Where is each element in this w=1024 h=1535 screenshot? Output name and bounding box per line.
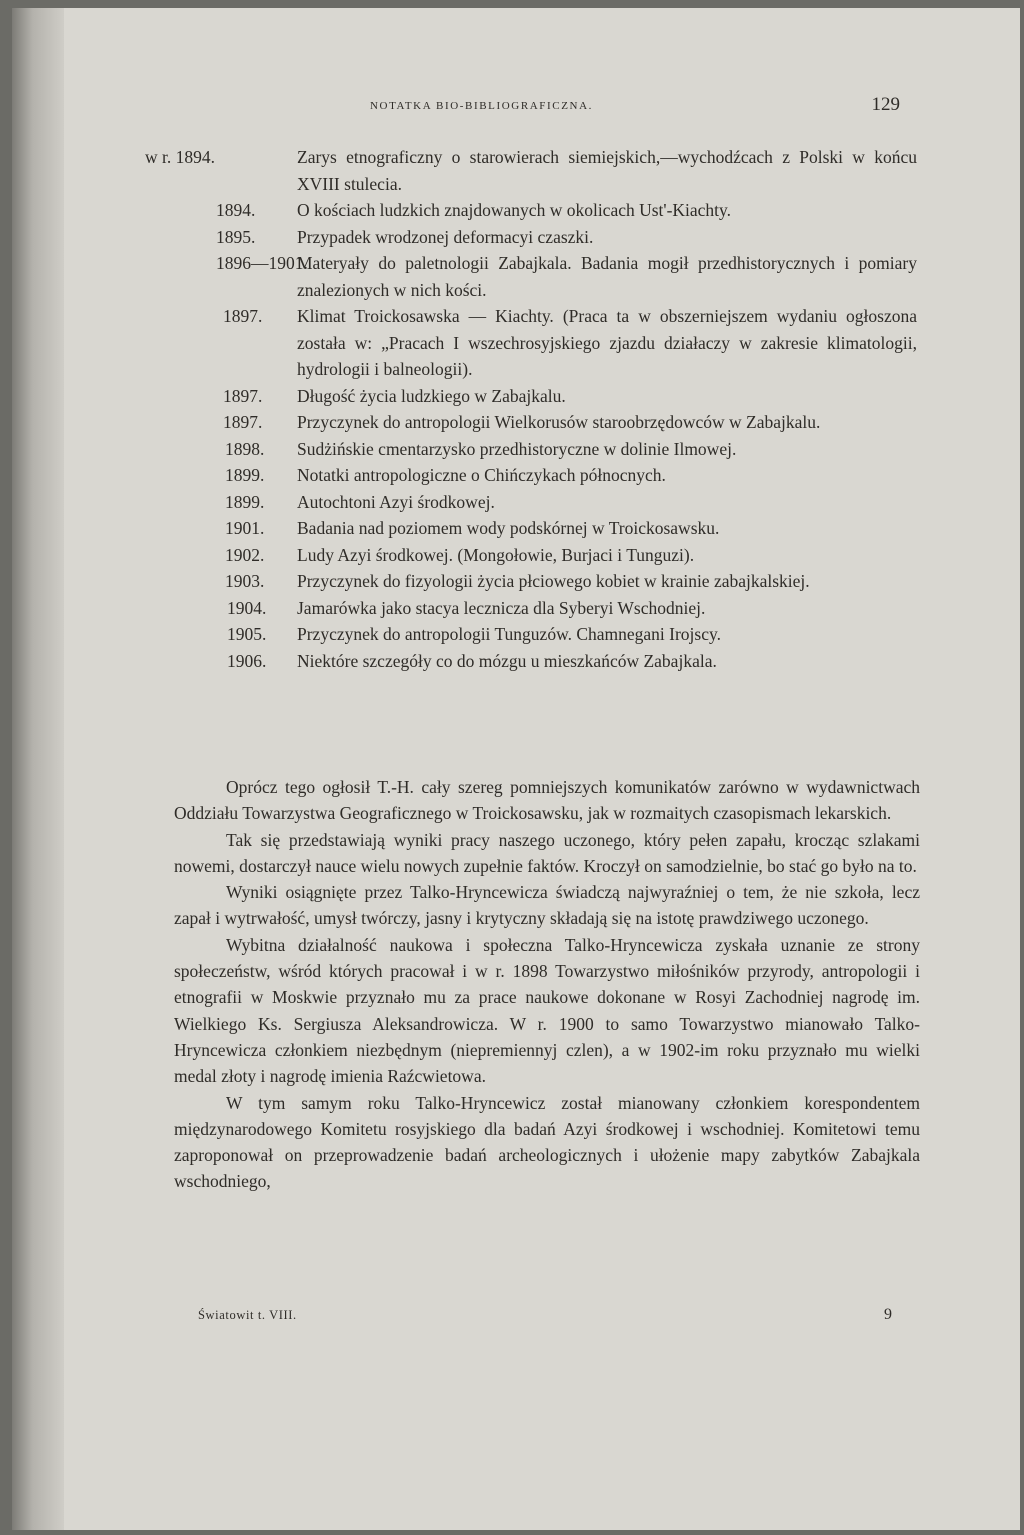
paragraph: Wyniki osiągnięte przez Talko-Hryncewicza świadczą najwyraźniej o tem, że nie szkoła, lecz zapał i wytrwałość, umysł twórczy, jasny i krytyczny składają się na istotę prawdziwego uczonego. bbox=[174, 882, 920, 929]
entry-title: Przyczynek do antropologii Wielkorusów staroobrzędowców w Zabajkalu. bbox=[297, 412, 821, 432]
page-header bbox=[370, 94, 900, 124]
entry-title: Przypadek wrodzonej deformacyi czaszki. bbox=[297, 226, 594, 247]
document-page bbox=[12, 8, 1020, 1530]
entry-title: Długość życia ludzkiego w Zabajkalu. bbox=[297, 385, 566, 406]
entry-year: 1906. bbox=[227, 650, 267, 671]
paragraph: Tak się przedstawiają wyniki pracy naszego uczonego, który pełen zapału, krocząc szlakami nowemi, dostarczył nauce wielu nowych zupełnie faktów. Kroczył on samodzielnie, bo stać go było na to. bbox=[174, 829, 920, 876]
bibliography-entry bbox=[145, 409, 917, 436]
entry-year: 1903. bbox=[225, 571, 265, 591]
entry-year: 1897. bbox=[223, 306, 263, 326]
entry-year: 1904. bbox=[227, 597, 267, 618]
bibliography-entry bbox=[145, 515, 917, 542]
bibliography-list bbox=[145, 144, 917, 674]
bibliography-entry bbox=[145, 648, 917, 675]
entry-year: 1897. bbox=[223, 412, 263, 432]
entry-title: Ludy Azyi środkowej. (Mongołowie, Burjaci i Tunguzi). bbox=[297, 544, 695, 565]
bibliography-entry bbox=[145, 621, 917, 648]
paragraph: Wybitna działalność naukowa i społeczna Talko-Hryncewicza zyskała uznanie ze strony społeczeństw, wśród których pracował i w r. 1898 Towarzystwo miłośników przyrody, antropologii i etnografii w Moskwie przyznało mu za prace naukowe dokonane w Rosyi Zachodniej nagrodę im. Wielkiego Ks. Sergiusza Aleksandrowicza. W r. 1900 to samo Towarzystwo mianowało Talko-Hryncewicza członkiem niezbędnym (niepremiennyj czlen), a w 1902-im roku przyznało mu wielki medal złoty i nagrodę imienia Raźcwietowa. bbox=[174, 934, 920, 1087]
entry-year: 1899. bbox=[225, 465, 265, 485]
entry-year: 1896—1901. bbox=[216, 253, 308, 273]
bibliography-entry bbox=[145, 250, 917, 303]
entry-title: Niektóre szczegóły co do mózgu u mieszkańców Zabajkala. bbox=[297, 650, 717, 671]
page-footer bbox=[198, 1306, 892, 1328]
footer-journal-signature: Światowit t. VIII. bbox=[198, 1308, 297, 1322]
bibliography-entry bbox=[145, 462, 917, 489]
entry-title: Badania nad poziomem wody podskórnej w Troickosawsku. bbox=[297, 518, 720, 538]
bibliography-entry bbox=[145, 383, 917, 410]
footer-sheet-number: 9 bbox=[884, 1306, 892, 1323]
entry-title: Klimat Troickosawska — Kiachty. (Praca ta w obszerniejszem wydaniu ogłoszona została w: „Pracach I wszechrosyjskiego zjazdu działaczy w zakresie klimatologii, hydrologii i balneologii). bbox=[297, 306, 917, 379]
entry-year: 1894. bbox=[216, 200, 256, 220]
entry-title: Materyały do paletnologii Zabajkala. Badania mogił przedhistorycznych i pomiary znalezionych w nich kości. bbox=[297, 253, 917, 300]
entry-title: Zarys etnograficzny o starowierach siemiejskich,—wychodźcach z Polski w końcu XVIII stulecia. bbox=[297, 147, 917, 194]
bibliography-entry bbox=[145, 303, 917, 383]
page-binding-shadow bbox=[12, 8, 64, 1530]
page-number: 129 bbox=[871, 94, 900, 115]
bibliography-entry bbox=[145, 568, 917, 595]
running-title: NOTATKA BIO-BIBLIOGRAFICZNA. bbox=[370, 100, 593, 112]
bibliography-entry bbox=[145, 436, 917, 463]
bibliography-entry bbox=[145, 489, 917, 516]
entry-year: 1899. bbox=[225, 491, 265, 512]
bibliography-entry bbox=[145, 595, 917, 622]
entry-year: w r. 1894. bbox=[145, 147, 215, 167]
entry-year: 1901. bbox=[225, 518, 265, 538]
entry-title: Przyczynek do fizyologii życia płciowego kobiet w krainie zabajkalskiej. bbox=[297, 571, 810, 591]
entry-title: O kościach ludzkich znajdowanych w okolicach Ust'-Kiachty. bbox=[297, 200, 732, 220]
entry-title: Jamarówka jako stacya lecznicza dla Syberyi Wschodniej. bbox=[297, 597, 706, 618]
entry-year: 1895. bbox=[216, 226, 256, 247]
entry-title: Sudżińskie cmentarzysko przedhistoryczne w dolinie Ilmowej. bbox=[297, 438, 737, 459]
bibliography-entry bbox=[145, 144, 917, 197]
entry-year: 1902. bbox=[225, 544, 265, 565]
entry-year: 1898. bbox=[225, 438, 265, 459]
bibliography-entry bbox=[145, 224, 917, 251]
paragraph: Oprócz tego ogłosił T.-H. cały szereg pomniejszych komunikatów zarówno w wydawnictwach Oddziału Towarzystwa Geograficznego w Troickosawsku, jak w rozmaitych czasopismach lekarskich. bbox=[174, 777, 920, 824]
entry-year: 1905. bbox=[227, 624, 267, 644]
paragraph: W tym samym roku Talko-Hryncewicz został mianowany członkiem korespondentem międzynarodowego Komitetu rosyjskiego dla badań Azyi środkowej i wschodniej. Komitetowi temu zaproponował on przeprowadzenie badań archeologicznych i ułożenie mapy zabytków Zabajkala wschodniego, bbox=[174, 1092, 920, 1192]
entry-title: Autochtoni Azyi środkowej. bbox=[297, 491, 495, 512]
body-text bbox=[174, 774, 920, 1195]
bibliography-entry bbox=[145, 542, 917, 569]
entry-title: Notatki antropologiczne o Chińczykach północnych. bbox=[297, 465, 666, 485]
entry-year: 1897. bbox=[223, 385, 263, 406]
bibliography-entry bbox=[145, 197, 917, 224]
entry-title: Przyczynek do antropologii Tunguzów. Chamnegani Irojscy. bbox=[297, 624, 721, 644]
